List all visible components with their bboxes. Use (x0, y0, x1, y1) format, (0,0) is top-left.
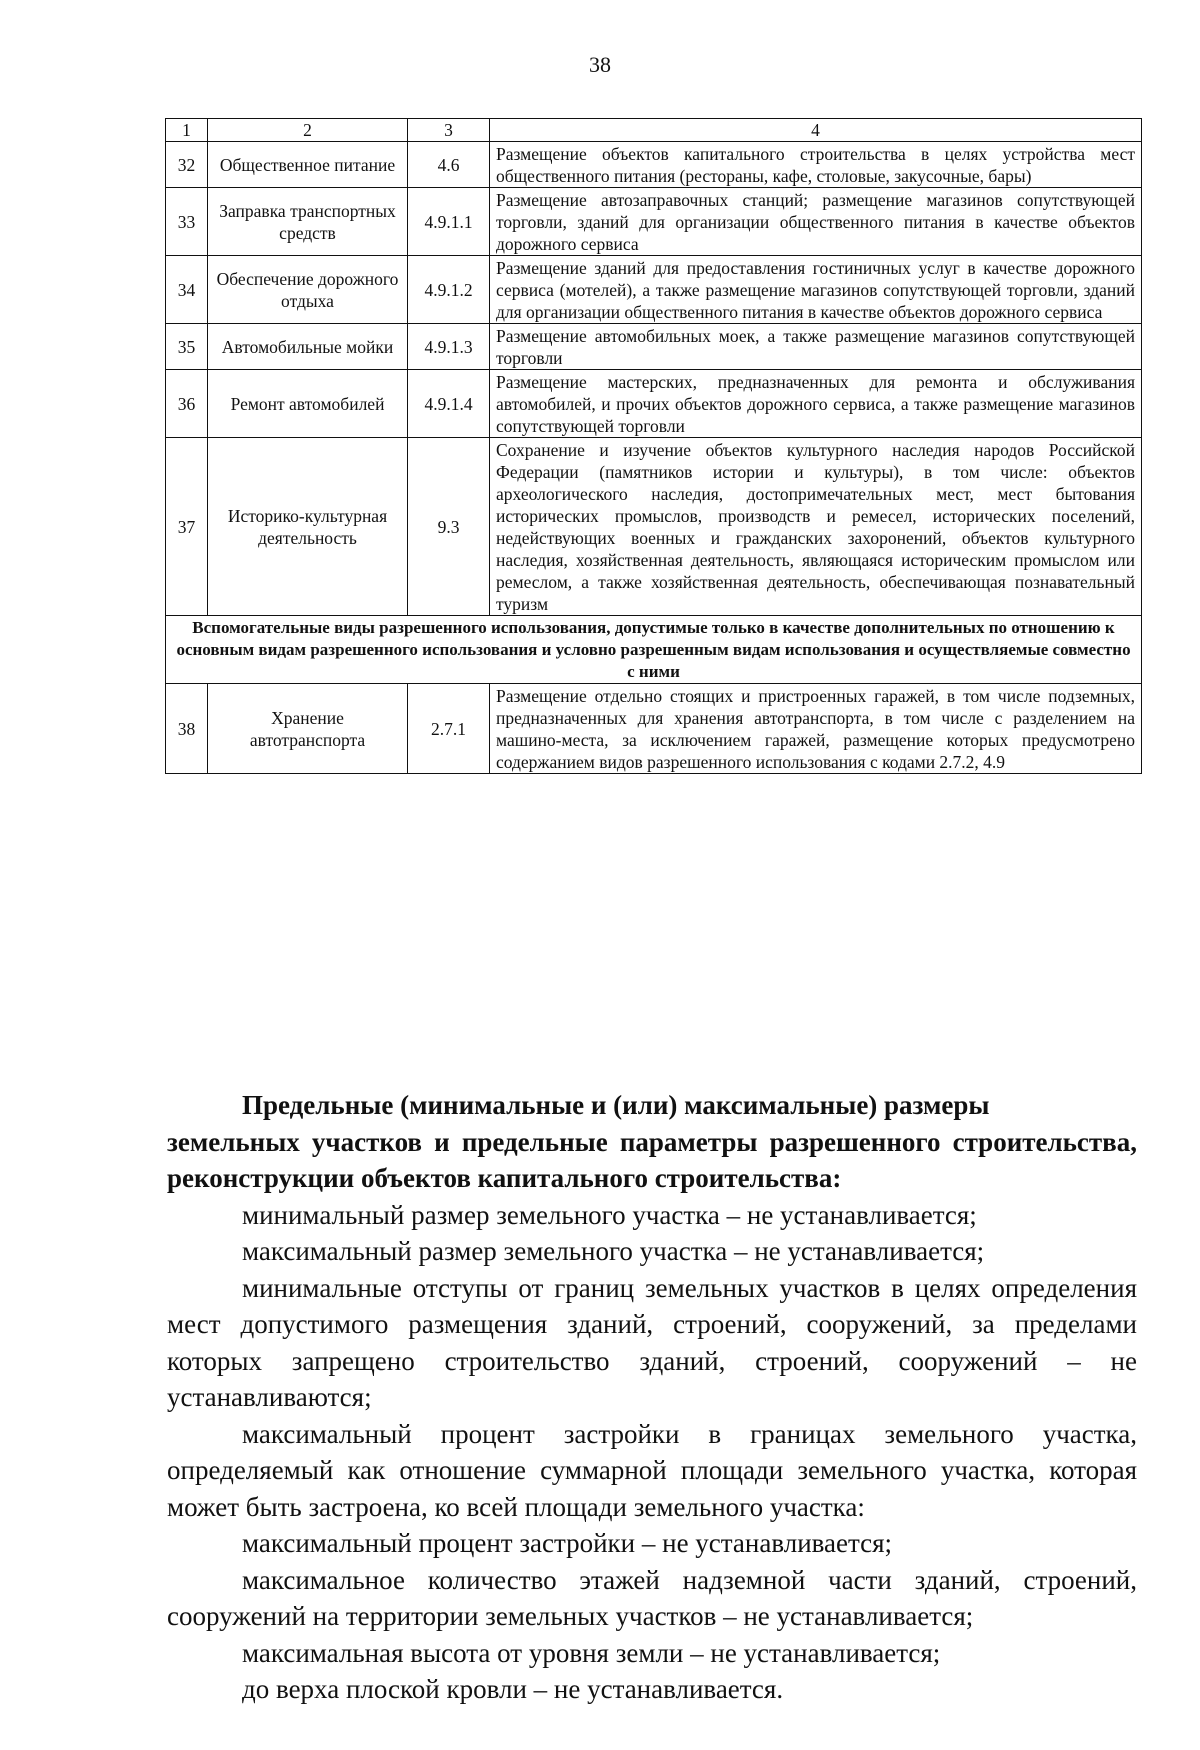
use-type-code: 2.7.1 (408, 684, 490, 774)
table-row (166, 142, 1142, 188)
heading-line-1: Предельные (минимальные и (или) максимальные) размеры (242, 1090, 990, 1120)
section-row (166, 616, 1142, 684)
use-type-description: Размещение зданий для предоставления гостиничных услуг в качестве дорожного сервиса (мотелей), а также размещение магазинов сопутствующей торговли, зданий для организации общественного питания в качестве объектов дорожного сервиса (490, 256, 1142, 324)
use-type-code: 4.9.1.4 (408, 370, 490, 438)
use-type-name: Ремонт автомобилей (208, 370, 408, 438)
parameters-heading (167, 1087, 1137, 1197)
paragraph-coverage-definition: максимальный процент застройки в границах земельного участка, определяемый как отношение суммарной площади земельного участка, которая может быть застроена, ко всей площади земельного участка: (167, 1418, 1137, 1522)
use-type-code: 4.9.1.1 (408, 188, 490, 256)
land-use-table (165, 118, 1142, 774)
row-number: 37 (166, 438, 208, 616)
table-row (166, 256, 1142, 324)
table-row (166, 324, 1142, 370)
use-type-name: Историко-культурная деятельность (208, 438, 408, 616)
use-type-code: 4.6 (408, 142, 490, 188)
row-number: 35 (166, 324, 208, 370)
row-number: 36 (166, 370, 208, 438)
header-col-3: 3 (408, 119, 490, 142)
paragraph-max-floors: максимальное количество этажей надземной части зданий, строений, сооружений на территории земельных участков – не устанавливается; (167, 1564, 1137, 1631)
use-type-code: 4.9.1.2 (408, 256, 490, 324)
use-type-description: Размещение объектов капитального строительства в целях устройства мест общественного питания (рестораны, кафе, столовые, закусочные, бары) (490, 142, 1142, 188)
header-col-1: 1 (166, 119, 208, 142)
use-type-name: Хранение автотранспорта (208, 684, 408, 774)
use-type-name: Автомобильные мойки (208, 324, 408, 370)
use-type-description: Сохранение и изучение объектов культурного наследия народов Российской Федерации (памятников истории и культуры), в том числе: объектов археологического наследия, достопримечательных мест, мест бытования исторических промыслов, производств и ремесел, исторических поселений, недействующих военных и гражданских захоронений, объектов культурного наследия, хозяйственная деятельность, являющаяся историческим промыслом или ремеслом, а также хозяйственная деятельность, обеспечивающая познавательный туризм (490, 438, 1142, 616)
table-row (166, 370, 1142, 438)
header-col-2: 2 (208, 119, 408, 142)
use-type-code: 4.9.1.3 (408, 324, 490, 370)
table-row (166, 684, 1142, 774)
header-col-4: 4 (490, 119, 1142, 142)
paragraph-max-height: максимальная высота от уровня земли – не устанавливается; (242, 1637, 941, 1668)
use-type-name: Обеспечение дорожного отдыха (208, 256, 408, 324)
row-number: 33 (166, 188, 208, 256)
table-header-row (166, 119, 1142, 142)
parameters-text (167, 1087, 1137, 1708)
paragraph-max-coverage: максимальный процент застройки – не устанавливается; (242, 1528, 893, 1558)
use-type-description: Размещение автозаправочных станций; размещение магазинов сопутствующей торговли, зданий для организации общественного питания в качестве объектов дорожного сервиса (490, 188, 1142, 256)
row-number: 32 (166, 142, 208, 188)
paragraph-max-size: максимальный размер земельного участка – не устанавливается; (242, 1236, 985, 1266)
paragraph-roof-height: до верха плоской кровли – не устанавливается. (242, 1674, 784, 1704)
use-type-description: Размещение автомобильных моек, а также размещение магазинов сопутствующей торговли (490, 324, 1142, 370)
heading-line-rest: земельных участков и предельные параметры разрешенного строительства, реконструкции объектов капитального строительства: (167, 1126, 1137, 1193)
page-number: 38 (589, 52, 611, 77)
use-type-code: 9.3 (408, 438, 490, 616)
use-type-name: Общественное питание (208, 142, 408, 188)
use-type-description: Размещение отдельно стоящих и пристроенных гаражей, в том числе подземных, предназначенных для хранения автотранспорта, в том числе с разделением на машино-места, за исключением гаражей, размещение которых предусмотрено содержанием видов разрешенного использования с кодами 2.7.2, 4.9 (490, 684, 1142, 774)
paragraph-min-size: минимальный размер земельного участка – не устанавливается; (242, 1199, 977, 1230)
use-type-name: Заправка транспортных средств (208, 188, 408, 256)
row-number: 38 (166, 684, 208, 774)
row-number: 34 (166, 256, 208, 324)
paragraph-setbacks: минимальные отступы от границ земельных участков в целях определения мест допустимого размещения зданий, строений, сооружений, за пределами которых запрещено строительство зданий, строений, сооружений – не устанавливаются; (167, 1272, 1137, 1412)
table-row (166, 438, 1142, 616)
use-type-description: Размещение мастерских, предназначенных для ремонта и обслуживания автомобилей, и прочих объектов дорожного сервиса, а также размещение магазинов сопутствующей торговли (490, 370, 1142, 438)
section-title: Вспомогательные виды разрешенного использования, допустимые только в качестве дополнительных по отношению к основным видам разрешенного использования и условно разрешенным видам использования и осуществляемые совместно с ними (166, 616, 1142, 684)
table-row (166, 188, 1142, 256)
